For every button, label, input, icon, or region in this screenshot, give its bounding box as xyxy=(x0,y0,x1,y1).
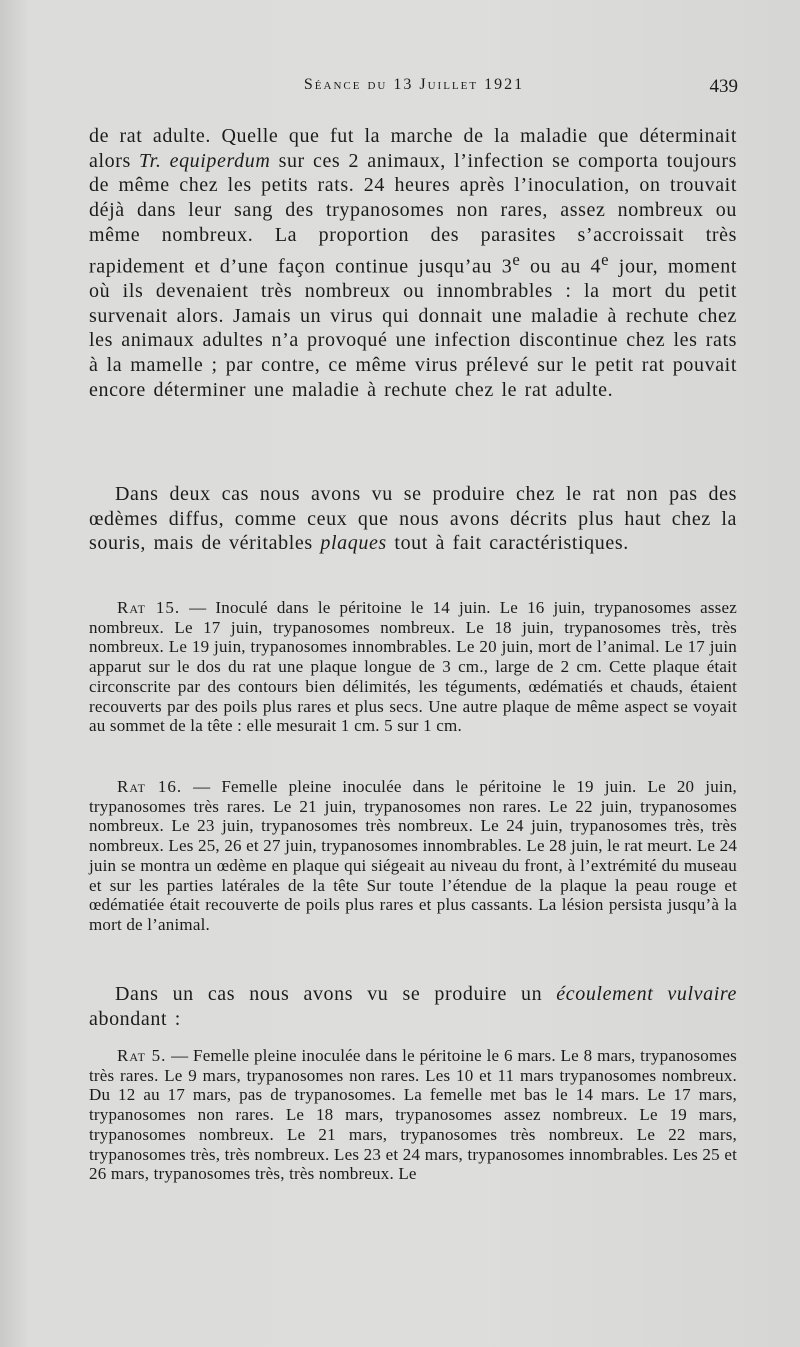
ecoulement-term: écoulement vulvaire xyxy=(556,983,737,1005)
paragraph-1 xyxy=(89,124,737,402)
case-description: — Femelle pleine inoculée dans le péritoine le 6 mars. Le 8 mars, trypanosomes très rares. Le 9 mars, trypanosomes non rares. Les 10 et 11 mars trypanosomes nombreux. Du 12 au 17 mars, pas de trypanosomes. La femelle met bas le 14 mars. Le 17 mars, trypanosomes non rares. Le 18 mars, trypanosomes assez nombreux. Le 19 mars, trypanosomes nombreux. Le 21 mars, trypanosomes très nombreux. Le 22 mars, trypanosomes très, très nombreux. Les 23 et 24 mars, trypanosomes innombrables. Les 25 et 26 mars, trypanosomes très, très nombreux. Le xyxy=(89,1046,737,1184)
case-rat-16 xyxy=(89,777,737,935)
paragraph-2 xyxy=(89,482,737,556)
superscript-e: e xyxy=(512,249,521,269)
paragraph-1-text-c: ou au 4 xyxy=(520,255,602,278)
paragraph-1-text-b: sur ces 2 animaux, l’infection se comporta toujours de même chez les petits rats. 24 heures après l’inoculation, on trouvait déjà dans leur sang des trypanosomes non rares, assez nombreux ou même nombreux. La proportion des parasites s’accroissait très rapidement et d’une façon continue jusqu’au 3 xyxy=(89,149,738,278)
paragraph-3-text-a: Dans un cas nous avons vu se produire un xyxy=(115,983,557,1005)
species-name: Tr. equiperdum xyxy=(139,149,271,172)
case-label: Rat 15. xyxy=(117,598,181,617)
paragraph-3-text-b: abondant : xyxy=(89,1007,181,1030)
plaques-term: plaques xyxy=(320,532,387,555)
paragraph-1-text-d: jour, moment où ils devenaient très nombreux ou innombrables : la mort du petit survenait alors. Jamais un virus qui donnait une maladie à rechute chez les animaux adultes n’a provoqué une infection discontinue chez les rats à la mamelle ; par contre, ce même virus prélevé sur le petit rat pouvait encore déterminer une maladie à rechute chez le rat adulte. xyxy=(89,255,738,401)
page-header xyxy=(90,76,738,106)
page-number: 439 xyxy=(709,76,738,97)
paragraph-2-text-a: Dans deux cas nous avons vu se produire chez le rat non pas des œdèmes diffus, comme ceux que nous avons décrits plus haut chez la souris, mais de véritables xyxy=(89,483,737,555)
case-label: Rat 16. xyxy=(117,777,183,796)
case-description: — Inoculé dans le péritoine le 14 juin. Le 16 juin, trypanosomes assez nombreux. Le 17 juin, trypanosomes nombreux. Le 18 juin, trypanosomes très, très nombreux. Le 19 juin, trypanosomes innombrables. Le 20 juin, mort de l’animal. Le 17 juin apparut sur le dos du rat une plaque longue de 3 cm., large de 2 cm. Cette plaque était circonscrite par des contours bien délimités, les téguments, œdématiés et chauds, étaient recouverts par des poils plus rares et plus secs. Une autre plaque de même aspect se voyait au sommet de la tête : elle mesurait 1 cm. 5 sur 1 cm. xyxy=(89,598,737,736)
paragraph-1-text-a: de rat adulte. Quelle que fut la marche de la maladie que déterminait alors xyxy=(89,125,737,172)
case-label: Rat 5. xyxy=(117,1046,167,1065)
paragraph-3 xyxy=(89,982,737,1031)
case-description: — Femelle pleine inoculée dans le péritoine le 19 juin. Le 20 juin, trypanosomes très rares. Le 21 juin, trypanosomes non rares. Le 22 juin, trypanosomes nombreux. Le 23 juin, trypanosomes très nombreux. Le 24 juin, trypanosomes très, très nombreux. Les 25, 26 et 27 juin, trypanosomes innombrables. Le 28 juin, le rat meurt. Le 24 juin se montra un œdème en plaque qui siégeait au niveau du front, à l’extrémité du museau et sur les parties latérales de la tête Sur toute l’étendue de la plaque la peau rouge et œdématiée était recouverte de poils plus rares et plus cassants. La lésion persista jusqu’à la mort de l’animal. xyxy=(89,777,738,934)
paragraph-2-text-b: tout à fait caractéristiques. xyxy=(386,532,629,555)
case-rat-5 xyxy=(89,1046,737,1184)
case-rat-15 xyxy=(89,598,737,736)
running-title: Séance du 13 Juillet 1921 xyxy=(303,76,525,93)
superscript-e: e xyxy=(601,249,610,269)
